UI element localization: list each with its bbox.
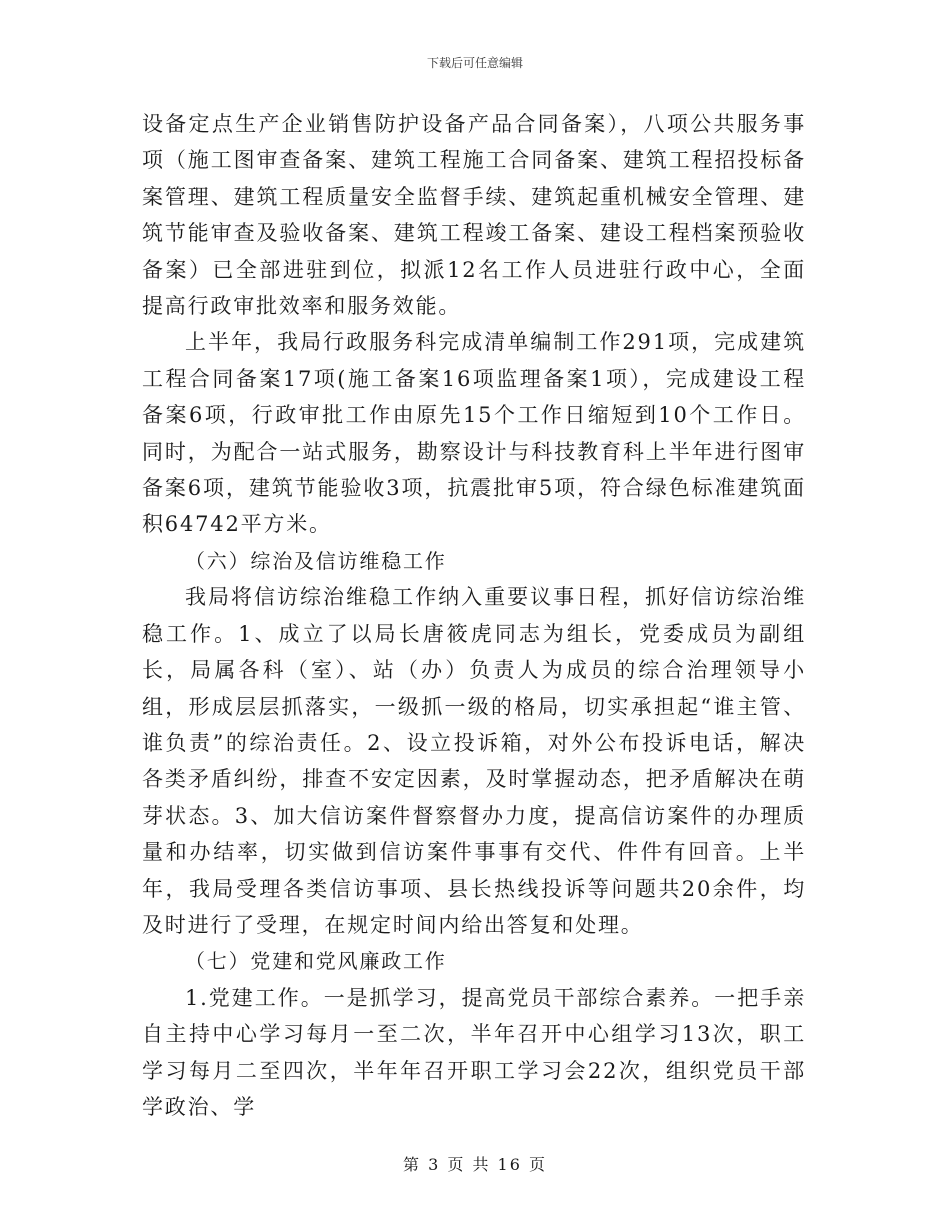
paragraph-continued: 设备定点生产企业销售防护设备产品合同备案），八项公共服务事项（施工图审查备案、建筑工程施工合同备案、建筑工程招投标备案管理、建筑工程质量安全监督手续、建筑起重机械安全管理、建筑节能审查及验收备案、建筑工程竣工备案、建设工程档案预验收备案）已全部进驻到位，拟派12名工作人员进驻行政中心，全面提高行政审批效率和服务效能。 <box>142 112 806 319</box>
paragraph: 1.党建工作。一是抓学习，提高党员干部综合素养。一把手亲自主持中心学习每月一至二次，半年召开中心组学习13次，职工学习每月二至四次，半年年召开职工学习会22次，组织党员干部学政治、学 <box>142 985 806 1119</box>
page-header: 下载后可任意编辑 <box>426 56 523 70</box>
section-heading: （六）综治及信访维稳工作 <box>185 548 447 573</box>
section-heading: （七）党建和党风廉政工作 <box>185 949 447 974</box>
document-body <box>142 106 806 1125</box>
paragraph: 上半年，我局行政服务科完成清单编制工作291项，完成建筑工程合同备案17项(施工备案16项监理备案1项），完成建设工程备案6项，行政审批工作由原先15个工作日缩短到10个工作日。同时，为配合一站式服务，勘察设计与科技教育科上半年进行图审备案6项，建筑节能验收3项，抗震批审5项，符合绿色标准建筑面积64742平方米。 <box>142 330 806 537</box>
page-number-footer: 第 3 页 共 16 页 <box>403 1155 547 1174</box>
paragraph: 我局将信访综治维稳工作纳入重要议事日程，抓好信访综治维稳工作。1、成立了以局长唐筱虎同志为组长，党委成员为副组长，局属各科（室）、站（办）负责人为成员的综合治理领导小组，形成层层抓落实，一级抓一级的格局，切实承担起“谁主管、谁负责”的综治责任。2、设立投诉箱，对外公布投诉电话，解决各类矛盾纠纷，排查不安定因素，及时掌握动态，把矛盾解决在萌芽状态。3、加大信访案件督察督办力度，提高信访案件的办理质量和办结率，切实做到信访案件事事有交代、件件有回音。上半年，我局受理各类信访事项、县长热线投诉等问题共20余件，均及时进行了受理，在规定时间内给出答复和处理。 <box>142 585 806 937</box>
